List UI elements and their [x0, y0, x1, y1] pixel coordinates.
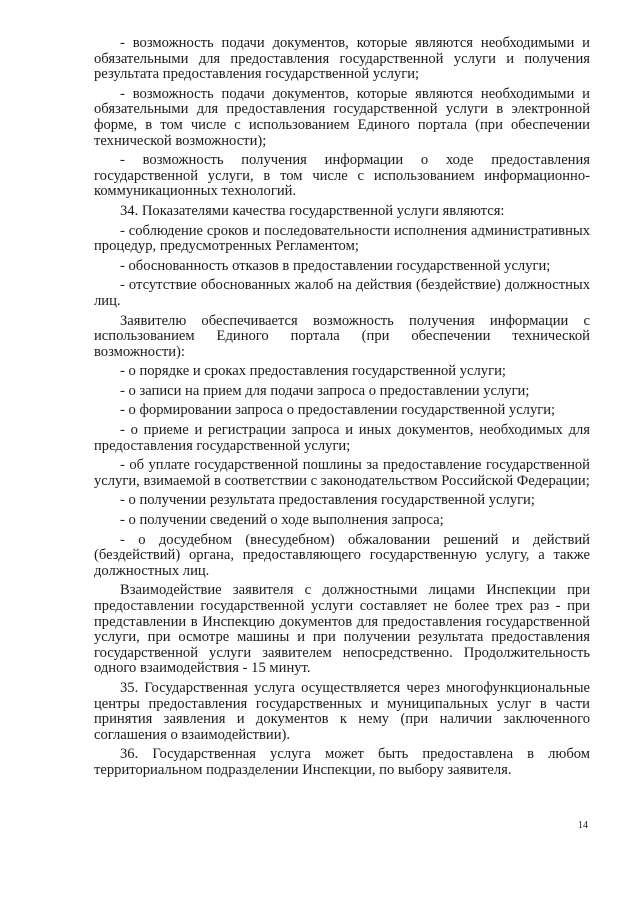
paragraph: - о досудебном (внесудебном) обжаловании решений и действий (бездействий) органа, предоставляющего государственную услугу, а также должностных лиц. [94, 531, 590, 579]
paragraph: - возможность подачи документов, которые являются необходимыми и обязательными для предоставления государственной услуги и получения результата предоставления государственной услуги; [94, 35, 590, 83]
paragraph: - об уплате государственной пошлины за предоставление государственной услуги, взимаемой в соответствии с законодательством Российской Федерации; [94, 457, 590, 489]
paragraph: - соблюдение сроков и последовательности исполнения административных процедур, предусмотренных Регламентом; [94, 222, 590, 255]
paragraph: Взаимодействие заявителя с должностными лицами Инспекции при предоставлении государственной услуги составляет не более трех раз - при представлении в Инспекцию документов для предоставления государственной услуги, при осмотре машины и при получении результата предоставления государственной услуги заявителем непосредственно. Продолжительность одного взаимодействия - 15 минут. [94, 582, 590, 677]
document-body [94, 36, 590, 783]
paragraph: - возможность подачи документов, которые являются необходимыми и обязательными для предоставления государственной услуги в электронной форме, в том числе с использованием Единого портала (при обеспечении технической возможности); [94, 85, 590, 149]
paragraph: Заявителю обеспечивается возможность получения информации с использованием Единого портала (при обеспечении технической возможности): [94, 312, 590, 360]
paragraph: 35. Государственная услуга осуществляется через многофункциональные центры предоставления государственных и муниципальных услуг в части принятия заявления и документов к нему (при наличии заключенного соглашения о взаимодействии). [94, 679, 590, 743]
paragraph: - о приеме и регистрации запроса и иных документов, необходимых для предоставления государственной услуги; [94, 422, 590, 454]
paragraph: - о порядке и сроках предоставления государственной услуги; [120, 363, 506, 380]
paragraph: - о формировании запроса о предоставлении государственной услуги; [120, 402, 556, 419]
paragraph: - о записи на прием для подачи запроса о предоставлении услуги; [120, 382, 530, 399]
page-number: 14 [578, 820, 588, 831]
paragraph: - о получении результата предоставления государственной услуги; [120, 492, 535, 509]
paragraph: - о получении сведений о ходе выполнения запроса; [120, 512, 444, 529]
paragraph: - обоснованность отказов в предоставлении государственной услуги; [120, 257, 551, 274]
paragraph: - возможность получения информации о ходе предоставления государственной услуги, в том числе с использованием информационно-коммуникационных технологий. [94, 152, 590, 200]
paragraph: - отсутствие обоснованных жалоб на действия (бездействие) должностных лиц. [94, 277, 590, 309]
paragraph: 34. Показателями качества государственной услуги являются: [120, 202, 505, 219]
paragraph: 36. Государственная услуга может быть предоставлена в любом территориальном подразделении Инспекции, по выбору заявителя. [94, 746, 590, 778]
